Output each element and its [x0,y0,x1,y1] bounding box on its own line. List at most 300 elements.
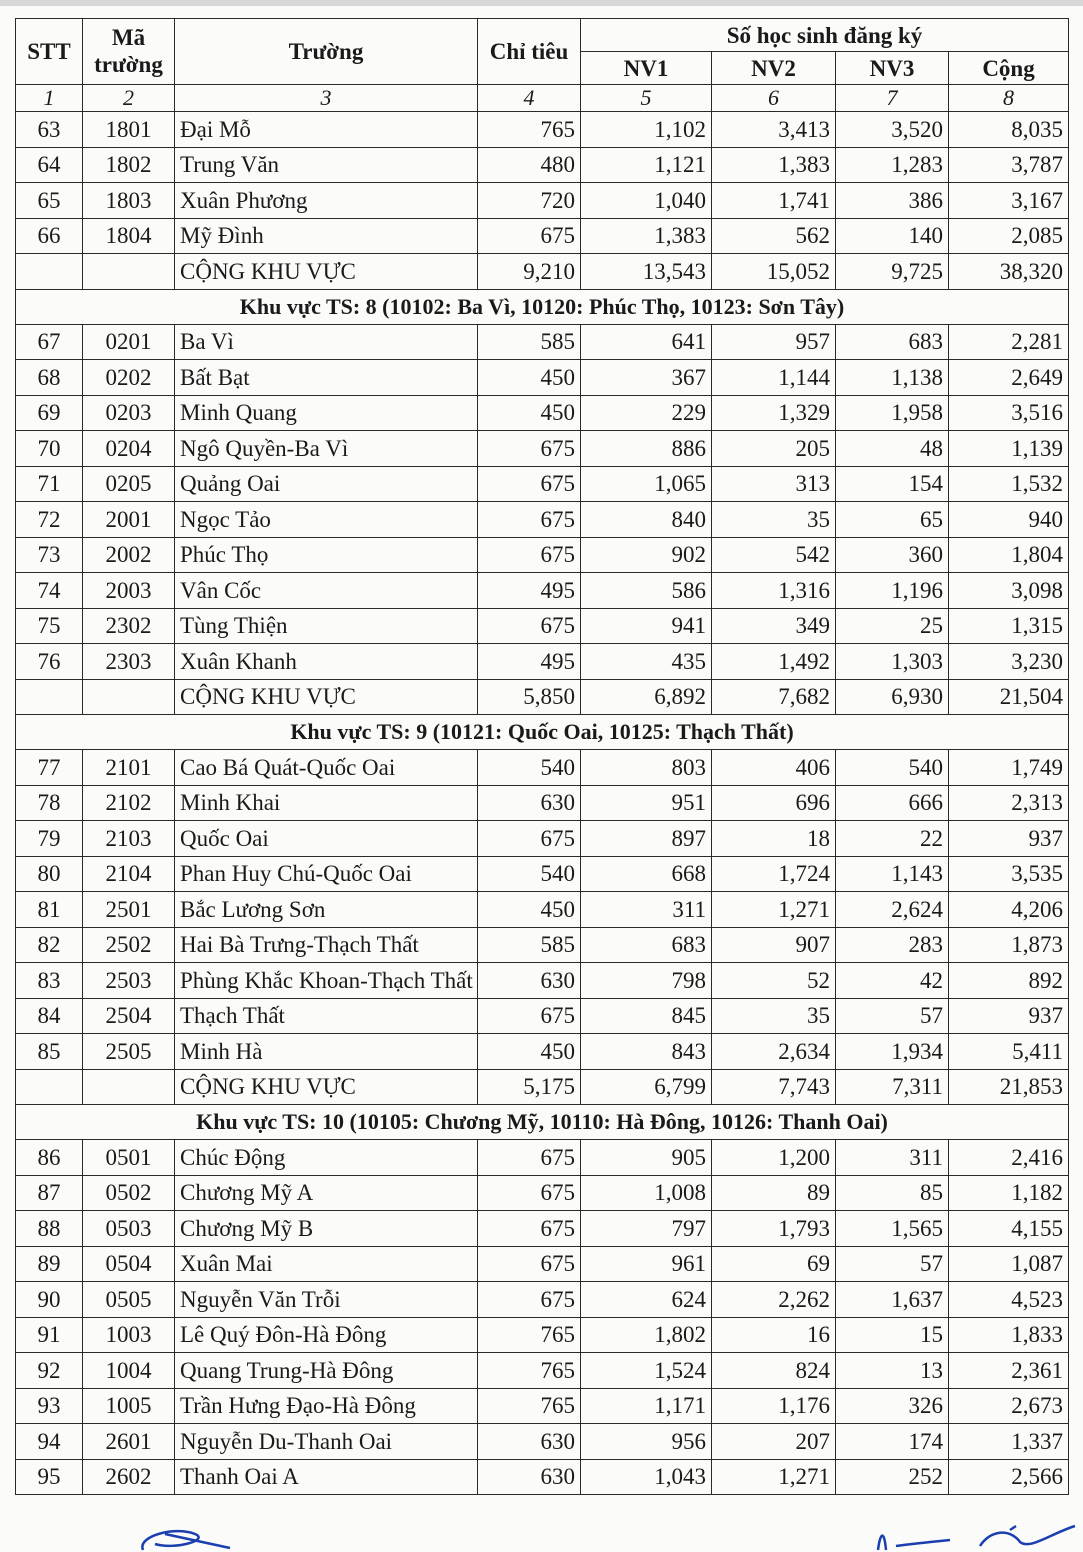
total-cell: 937 [949,821,1069,857]
col-stt: STT [16,19,83,85]
stt-cell: 81 [16,892,83,928]
stt-cell: 64 [16,147,83,183]
total-cell: 2,416 [949,1140,1069,1176]
nv2-cell: 1,329 [712,395,836,431]
stt-cell: 89 [16,1246,83,1282]
region-title: Khu vực TS: 10 (10105: Chương Mỹ, 10110: Hà Đông, 10126: Thanh Oai) [16,1105,1069,1140]
school-code-cell: 0202 [83,360,175,396]
quota-total: 9,210 [478,254,581,290]
nv3-cell: 2,624 [836,892,949,928]
table-row [16,892,1069,928]
nv3-cell: 666 [836,785,949,821]
empty-cell [16,679,83,715]
table-row [16,112,1069,148]
nv3-cell: 1,637 [836,1282,949,1318]
nv1-cell: 668 [581,856,712,892]
nv2-cell: 2,262 [712,1282,836,1318]
total-cell: 2,313 [949,785,1069,821]
nv3-cell: 57 [836,1246,949,1282]
nv1-cell: 843 [581,1034,712,1070]
nv1-cell: 367 [581,360,712,396]
nv2-cell: 1,492 [712,644,836,680]
nv3-cell: 1,283 [836,147,949,183]
nv2-cell: 1,271 [712,892,836,928]
school-name-cell: Chương Mỹ B [175,1211,478,1247]
total-cell: 3,787 [949,147,1069,183]
school-code-cell: 2302 [83,608,175,644]
school-code-cell: 2104 [83,856,175,892]
nv1-total: 6,892 [581,679,712,715]
table-row [16,1317,1069,1353]
total-cell: 937 [949,998,1069,1034]
nv2-cell: 3,413 [712,112,836,148]
total-cell: 1,532 [949,466,1069,502]
nv2-total: 7,682 [712,679,836,715]
nv3-cell: 540 [836,750,949,786]
quota-cell: 675 [478,1282,581,1318]
nv2-cell: 2,634 [712,1034,836,1070]
nv3-cell: 326 [836,1388,949,1424]
stt-cell: 70 [16,431,83,467]
nv1-cell: 905 [581,1140,712,1176]
school-name-cell: Cao Bá Quát-Quốc Oai [175,750,478,786]
stt-cell: 86 [16,1140,83,1176]
school-name-cell: Quốc Oai [175,821,478,857]
registration-table-sheet [15,18,1068,1495]
school-code-cell: 2503 [83,963,175,999]
quota-total: 5,175 [478,1069,581,1105]
quota-cell: 630 [478,963,581,999]
school-code-cell: 2303 [83,644,175,680]
stt-cell: 72 [16,502,83,538]
quota-cell: 585 [478,324,581,360]
nv2-cell: 349 [712,608,836,644]
nv1-cell: 845 [581,998,712,1034]
nv3-cell: 283 [836,927,949,963]
nv1-cell: 803 [581,750,712,786]
quota-cell: 585 [478,927,581,963]
quota-cell: 675 [478,821,581,857]
table-row [16,821,1069,857]
school-code-cell: 2102 [83,785,175,821]
table-row [16,644,1069,680]
school-code-cell: 1804 [83,218,175,254]
stt-cell: 67 [16,324,83,360]
table-row [16,1388,1069,1424]
total-cell: 2,649 [949,360,1069,396]
total-cell: 4,206 [949,892,1069,928]
signature-left-icon [135,1526,245,1552]
total-cell: 1,749 [949,750,1069,786]
nv1-cell: 797 [581,1211,712,1247]
nv2-cell: 1,176 [712,1388,836,1424]
stt-cell: 87 [16,1175,83,1211]
total-cell: 2,566 [949,1459,1069,1495]
school-code-cell: 0501 [83,1140,175,1176]
school-code-cell: 0201 [83,324,175,360]
empty-cell [16,1069,83,1105]
quota-cell: 675 [478,1175,581,1211]
nv3-cell: 140 [836,218,949,254]
table-body [16,112,1069,1495]
table-row [16,750,1069,786]
nv2-cell: 313 [712,466,836,502]
total-cell: 4,155 [949,1211,1069,1247]
quota-total: 5,850 [478,679,581,715]
school-name-cell: Lê Quý Đôn-Hà Đông [175,1317,478,1353]
nv1-cell: 897 [581,821,712,857]
school-name-cell: Nguyễn Du-Thanh Oai [175,1424,478,1460]
nv2-cell: 1,793 [712,1211,836,1247]
total-cell: 1,139 [949,431,1069,467]
school-name-cell: Xuân Mai [175,1246,478,1282]
stt-cell: 66 [16,218,83,254]
col-nv2: NV2 [712,52,836,85]
table-row [16,360,1069,396]
quota-cell: 630 [478,785,581,821]
index-cell: 8 [949,85,1069,112]
nv1-cell: 1,121 [581,147,712,183]
school-code-cell: 0503 [83,1211,175,1247]
quota-cell: 450 [478,892,581,928]
school-name-cell: Xuân Phương [175,183,478,219]
nv3-cell: 1,958 [836,395,949,431]
quota-cell: 675 [478,502,581,538]
empty-cell [16,254,83,290]
col-nv3: NV3 [836,52,949,85]
total-cell: 1,873 [949,927,1069,963]
school-code-cell: 1005 [83,1388,175,1424]
nv2-cell: 406 [712,750,836,786]
nv1-total: 6,799 [581,1069,712,1105]
nv1-cell: 961 [581,1246,712,1282]
empty-cell [83,254,175,290]
nv2-cell: 824 [712,1353,836,1389]
column-index-row [16,85,1069,112]
school-code-cell: 0204 [83,431,175,467]
nv2-cell: 1,316 [712,573,836,609]
stt-cell: 94 [16,1424,83,1460]
quota-cell: 675 [478,218,581,254]
nv3-cell: 683 [836,324,949,360]
quota-cell: 630 [478,1424,581,1460]
index-cell: 1 [16,85,83,112]
stt-cell: 73 [16,537,83,573]
quota-cell: 450 [478,395,581,431]
table-row [16,183,1069,219]
nv2-cell: 1,271 [712,1459,836,1495]
school-name-cell: Vân Cốc [175,573,478,609]
stt-cell: 71 [16,466,83,502]
school-code-cell: 1801 [83,112,175,148]
school-code-cell: 0504 [83,1246,175,1282]
total-cell: 1,087 [949,1246,1069,1282]
nv3-cell: 57 [836,998,949,1034]
index-cell: 5 [581,85,712,112]
nv1-cell: 1,102 [581,112,712,148]
stt-cell: 84 [16,998,83,1034]
school-code-cell: 2003 [83,573,175,609]
nv2-cell: 542 [712,537,836,573]
nv1-cell: 683 [581,927,712,963]
nv3-cell: 1,196 [836,573,949,609]
school-name-cell: Thạch Thất [175,998,478,1034]
table-row [16,1353,1069,1389]
index-cell: 2 [83,85,175,112]
quota-cell: 495 [478,644,581,680]
table-row [16,785,1069,821]
nv1-cell: 1,040 [581,183,712,219]
nv2-cell: 35 [712,998,836,1034]
col-chi-tieu: Chỉ tiêu [478,19,581,85]
school-name-cell: Ba Vì [175,324,478,360]
stt-cell: 78 [16,785,83,821]
grand-total: 21,853 [949,1069,1069,1105]
nv3-cell: 252 [836,1459,949,1495]
school-code-cell: 2601 [83,1424,175,1460]
school-name-cell: Phùng Khắc Khoan-Thạch Thất [175,963,478,999]
nv3-cell: 15 [836,1317,949,1353]
index-cell: 4 [478,85,581,112]
nv1-cell: 1,043 [581,1459,712,1495]
school-code-cell: 2001 [83,502,175,538]
table-row [16,608,1069,644]
school-name-cell: Minh Hà [175,1034,478,1070]
nv1-cell: 1,065 [581,466,712,502]
quota-cell: 765 [478,1388,581,1424]
col-group-registered: Số học sinh đăng ký [581,19,1069,52]
school-name-cell: Phan Huy Chú-Quốc Oai [175,856,478,892]
quota-cell: 675 [478,608,581,644]
school-code-cell: 0502 [83,1175,175,1211]
stt-cell: 91 [16,1317,83,1353]
table-row [16,1459,1069,1495]
nv3-cell: 1,565 [836,1211,949,1247]
table-row [16,1246,1069,1282]
quota-cell: 480 [478,147,581,183]
nv1-cell: 311 [581,892,712,928]
nv2-cell: 89 [712,1175,836,1211]
table-row [16,324,1069,360]
school-name-cell: Minh Khai [175,785,478,821]
quota-cell: 675 [478,1246,581,1282]
nv1-cell: 956 [581,1424,712,1460]
nv1-cell: 902 [581,537,712,573]
nv2-total: 15,052 [712,254,836,290]
school-name-cell: Mỹ Đình [175,218,478,254]
stt-cell: 83 [16,963,83,999]
school-code-cell: 0505 [83,1282,175,1318]
nv3-cell: 154 [836,466,949,502]
school-name-cell: Xuân Khanh [175,644,478,680]
school-code-cell: 2505 [83,1034,175,1070]
nv2-total: 7,743 [712,1069,836,1105]
table-row [16,466,1069,502]
school-code-cell: 1003 [83,1317,175,1353]
school-code-cell: 1004 [83,1353,175,1389]
stt-cell: 82 [16,927,83,963]
nv3-cell: 65 [836,502,949,538]
nv2-cell: 1,383 [712,147,836,183]
nv3-cell: 25 [836,608,949,644]
total-cell: 3,516 [949,395,1069,431]
nv3-cell: 85 [836,1175,949,1211]
nv3-cell: 1,138 [836,360,949,396]
total-cell: 2,085 [949,218,1069,254]
stt-cell: 92 [16,1353,83,1389]
stt-cell: 93 [16,1388,83,1424]
total-cell: 1,337 [949,1424,1069,1460]
nv3-cell: 174 [836,1424,949,1460]
school-code-cell: 2002 [83,537,175,573]
quota-cell: 720 [478,183,581,219]
nv3-cell: 1,934 [836,1034,949,1070]
stt-cell: 88 [16,1211,83,1247]
table-row [16,218,1069,254]
quota-cell: 630 [478,1459,581,1495]
nv2-cell: 1,144 [712,360,836,396]
region-total-row [16,679,1069,715]
nv2-cell: 562 [712,218,836,254]
stt-cell: 63 [16,112,83,148]
school-code-cell: 0205 [83,466,175,502]
quota-cell: 675 [478,466,581,502]
school-name-cell: Chúc Động [175,1140,478,1176]
school-name-cell: Hai Bà Trưng-Thạch Thất [175,927,478,963]
school-name-cell: Chương Mỹ A [175,1175,478,1211]
table-row [16,431,1069,467]
table-row [16,1140,1069,1176]
nv2-cell: 1,200 [712,1140,836,1176]
nv1-cell: 641 [581,324,712,360]
quota-cell: 495 [478,573,581,609]
nv2-cell: 16 [712,1317,836,1353]
school-name-cell: Bắc Lương Sơn [175,892,478,928]
grand-total: 21,504 [949,679,1069,715]
quota-cell: 450 [478,1034,581,1070]
total-cell: 1,182 [949,1175,1069,1211]
nv3-cell: 311 [836,1140,949,1176]
stt-cell: 69 [16,395,83,431]
nv3-cell: 1,143 [836,856,949,892]
nv2-cell: 1,724 [712,856,836,892]
stt-cell: 79 [16,821,83,857]
nv2-cell: 696 [712,785,836,821]
table-row [16,963,1069,999]
nv3-cell: 22 [836,821,949,857]
nv2-cell: 957 [712,324,836,360]
nv1-cell: 1,171 [581,1388,712,1424]
quota-cell: 675 [478,537,581,573]
nv2-cell: 205 [712,431,836,467]
table-row [16,573,1069,609]
region-header-row [16,1105,1069,1140]
quota-cell: 540 [478,750,581,786]
nv1-cell: 1,524 [581,1353,712,1389]
grand-total: 38,320 [949,254,1069,290]
nv3-cell: 1,303 [836,644,949,680]
total-cell: 5,411 [949,1034,1069,1070]
school-name-cell: Tùng Thiện [175,608,478,644]
stt-cell: 74 [16,573,83,609]
school-name-cell: Nguyễn Văn Trỗi [175,1282,478,1318]
table-row [16,1282,1069,1318]
table-row [16,502,1069,538]
stt-cell: 75 [16,608,83,644]
stt-cell: 77 [16,750,83,786]
nv3-total: 7,311 [836,1069,949,1105]
nv1-cell: 798 [581,963,712,999]
nv1-cell: 229 [581,395,712,431]
region-total-row [16,1069,1069,1105]
school-code-cell: 2101 [83,750,175,786]
total-cell: 3,098 [949,573,1069,609]
nv3-total: 6,930 [836,679,949,715]
nv1-cell: 1,802 [581,1317,712,1353]
stt-cell: 68 [16,360,83,396]
stt-cell: 85 [16,1034,83,1070]
stt-cell: 80 [16,856,83,892]
school-code-cell: 2103 [83,821,175,857]
school-name-cell: Minh Quang [175,395,478,431]
nv1-cell: 941 [581,608,712,644]
nv2-cell: 52 [712,963,836,999]
school-code-cell: 1802 [83,147,175,183]
table-row [16,927,1069,963]
signature-right-icon [870,1524,1080,1552]
nv2-cell: 69 [712,1246,836,1282]
total-cell: 1,315 [949,608,1069,644]
school-code-cell: 2502 [83,927,175,963]
total-cell: 3,230 [949,644,1069,680]
col-nv1: NV1 [581,52,712,85]
total-cell: 3,535 [949,856,1069,892]
nv3-cell: 360 [836,537,949,573]
school-name-cell: Quang Trung-Hà Đông [175,1353,478,1389]
nv1-cell: 840 [581,502,712,538]
nv1-cell: 1,008 [581,1175,712,1211]
nv3-cell: 42 [836,963,949,999]
school-name-cell: Ngọc Tảo [175,502,478,538]
empty-cell [83,679,175,715]
table-row [16,1424,1069,1460]
stt-cell: 90 [16,1282,83,1318]
school-code-cell: 2602 [83,1459,175,1495]
nv2-cell: 1,741 [712,183,836,219]
col-ma-truong: Mã trường [83,19,175,85]
quota-cell: 450 [478,360,581,396]
total-cell: 1,804 [949,537,1069,573]
school-name-cell: Đại Mỗ [175,112,478,148]
region-total-label: CỘNG KHU VỰC [175,1069,478,1105]
nv1-cell: 886 [581,431,712,467]
nv3-total: 9,725 [836,254,949,290]
total-cell: 2,281 [949,324,1069,360]
nv2-cell: 18 [712,821,836,857]
col-truong: Trường [175,19,478,85]
total-cell: 940 [949,502,1069,538]
region-total-label: CỘNG KHU VỰC [175,254,478,290]
nv1-cell: 951 [581,785,712,821]
quota-cell: 765 [478,1353,581,1389]
school-name-cell: Phúc Thọ [175,537,478,573]
region-header-row [16,715,1069,750]
quota-cell: 675 [478,1140,581,1176]
total-cell: 1,833 [949,1317,1069,1353]
quota-cell: 540 [478,856,581,892]
nv2-cell: 907 [712,927,836,963]
quota-cell: 765 [478,1317,581,1353]
